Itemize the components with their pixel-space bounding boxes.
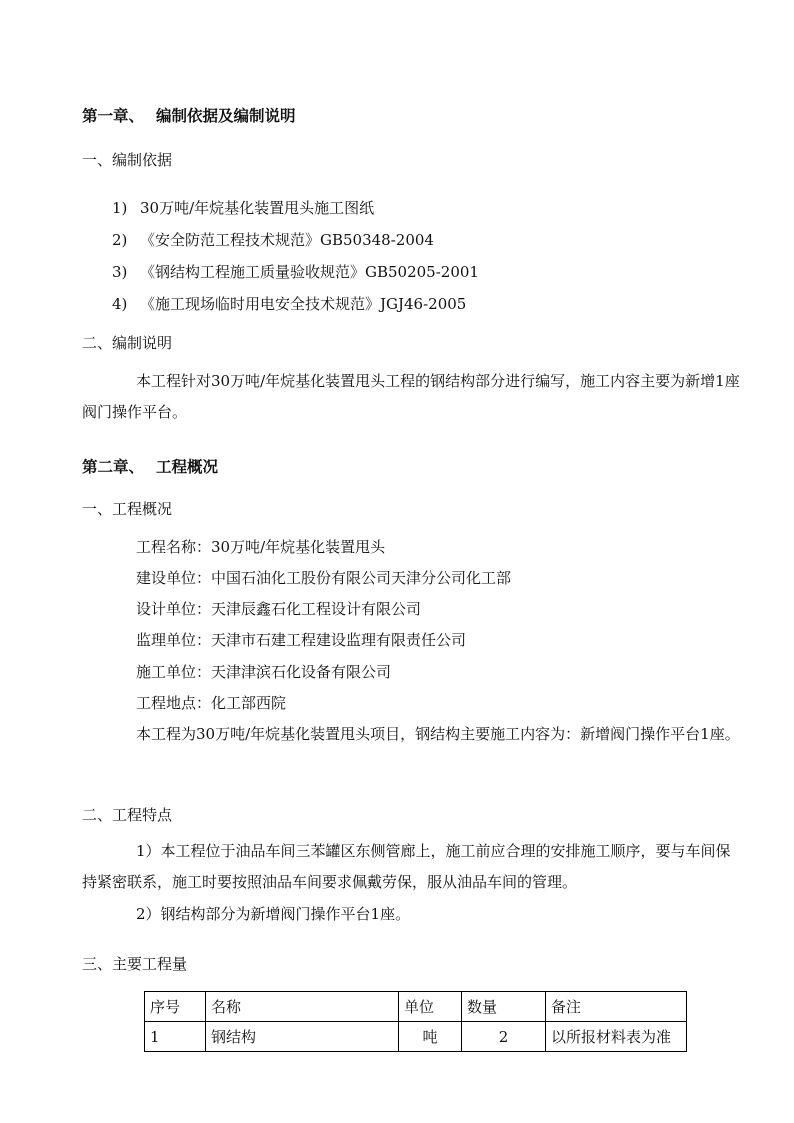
section-quantities-heading: 三、主要工程量 <box>82 955 188 973</box>
table-cell: 钢结构 <box>206 1022 399 1052</box>
overview-contractor: 施工单位：天津津滨石化设备有限公司 <box>136 663 392 681</box>
explanation-text: 本工程针对30万吨/年烷基化装置甩头工程的钢结构部分进行编写，施工内容主要为新增1座阀门操作平台。 <box>82 372 740 421</box>
chapter2-heading <box>82 457 218 477</box>
overview-location: 工程地点：化工部西院 <box>136 694 287 712</box>
basis-item-4-text: 《施工现场临时用电安全技术规范》JGJ46-2005 <box>140 295 467 313</box>
overview-supervisor: 监理单位：天津市石建工程建设监理有限责任公司 <box>136 631 467 649</box>
explanation-paragraph <box>82 366 740 428</box>
chapter1-number: 第一章、 <box>82 106 145 125</box>
section-basis-heading: 一、编制依据 <box>82 151 173 169</box>
basis-item-1-text: 30万吨/年烷基化装置甩头施工图纸 <box>140 199 375 217</box>
section-features-heading: 二、工程特点 <box>82 806 173 824</box>
table-header-row <box>145 992 687 1022</box>
basis-item-4 <box>112 294 466 314</box>
table-cell: 吨 <box>399 1022 462 1052</box>
basis-item-3-number: 3) <box>112 263 128 281</box>
table-header-cell: 名称 <box>206 992 399 1022</box>
table-cell: 2 <box>462 1022 546 1052</box>
feature-paragraph-2 <box>82 899 740 930</box>
basis-item-4-number: 4) <box>112 295 128 313</box>
feature-2-text: 2）钢结构部分为新增阀门操作平台1座。 <box>136 905 411 923</box>
basis-item-2 <box>112 230 434 250</box>
table-cell: 1 <box>145 1022 206 1052</box>
table-header-cell: 数量 <box>462 992 546 1022</box>
overview-text: 本工程为30万吨/年烷基化装置甩头项目，钢结构主要施工内容为：新增阀门操作平台1座。 <box>136 725 740 743</box>
section-overview-heading: 一、工程概况 <box>82 500 173 518</box>
table-row <box>145 1022 687 1052</box>
feature-paragraph-1 <box>82 836 740 898</box>
basis-item-3-text: 《钢结构工程施工质量验收规范》GB50205-2001 <box>140 263 479 281</box>
table-header-cell: 序号 <box>145 992 206 1022</box>
overview-owner: 建设单位：中国石油化工股份有限公司天津分公司化工部 <box>136 569 512 587</box>
table-header-cell: 单位 <box>399 992 462 1022</box>
table-cell: 以所报材料表为准 <box>546 1022 687 1052</box>
basis-item-2-text: 《安全防范工程技术规范》GB50348-2004 <box>140 231 434 249</box>
basis-item-1-number: 1) <box>112 199 128 217</box>
section-explanation-heading: 二、编制说明 <box>82 334 173 352</box>
basis-item-1 <box>112 198 374 218</box>
feature-1-text: 1）本工程位于油品车间三苯罐区东侧管廊上，施工前应合理的安排施工顺序，要与车间保持紧密联系，施工时要按照油品车间要求佩戴劳保，服从油品车间的管理。 <box>82 842 731 891</box>
overview-paragraph <box>82 719 740 750</box>
table-header-cell: 备注 <box>546 992 687 1022</box>
quantities-table <box>144 991 687 1052</box>
basis-item-2-number: 2) <box>112 231 128 249</box>
chapter1-heading <box>82 106 296 126</box>
overview-designer: 设计单位：天津辰鑫石化工程设计有限公司 <box>136 600 422 618</box>
chapter2-number: 第二章、 <box>82 457 145 476</box>
chapter1-title: 编制依据及编制说明 <box>156 106 296 125</box>
basis-item-3 <box>112 262 479 282</box>
overview-project-name: 工程名称：30万吨/年烷基化装置甩头 <box>136 538 386 556</box>
chapter2-title: 工程概况 <box>156 457 219 476</box>
